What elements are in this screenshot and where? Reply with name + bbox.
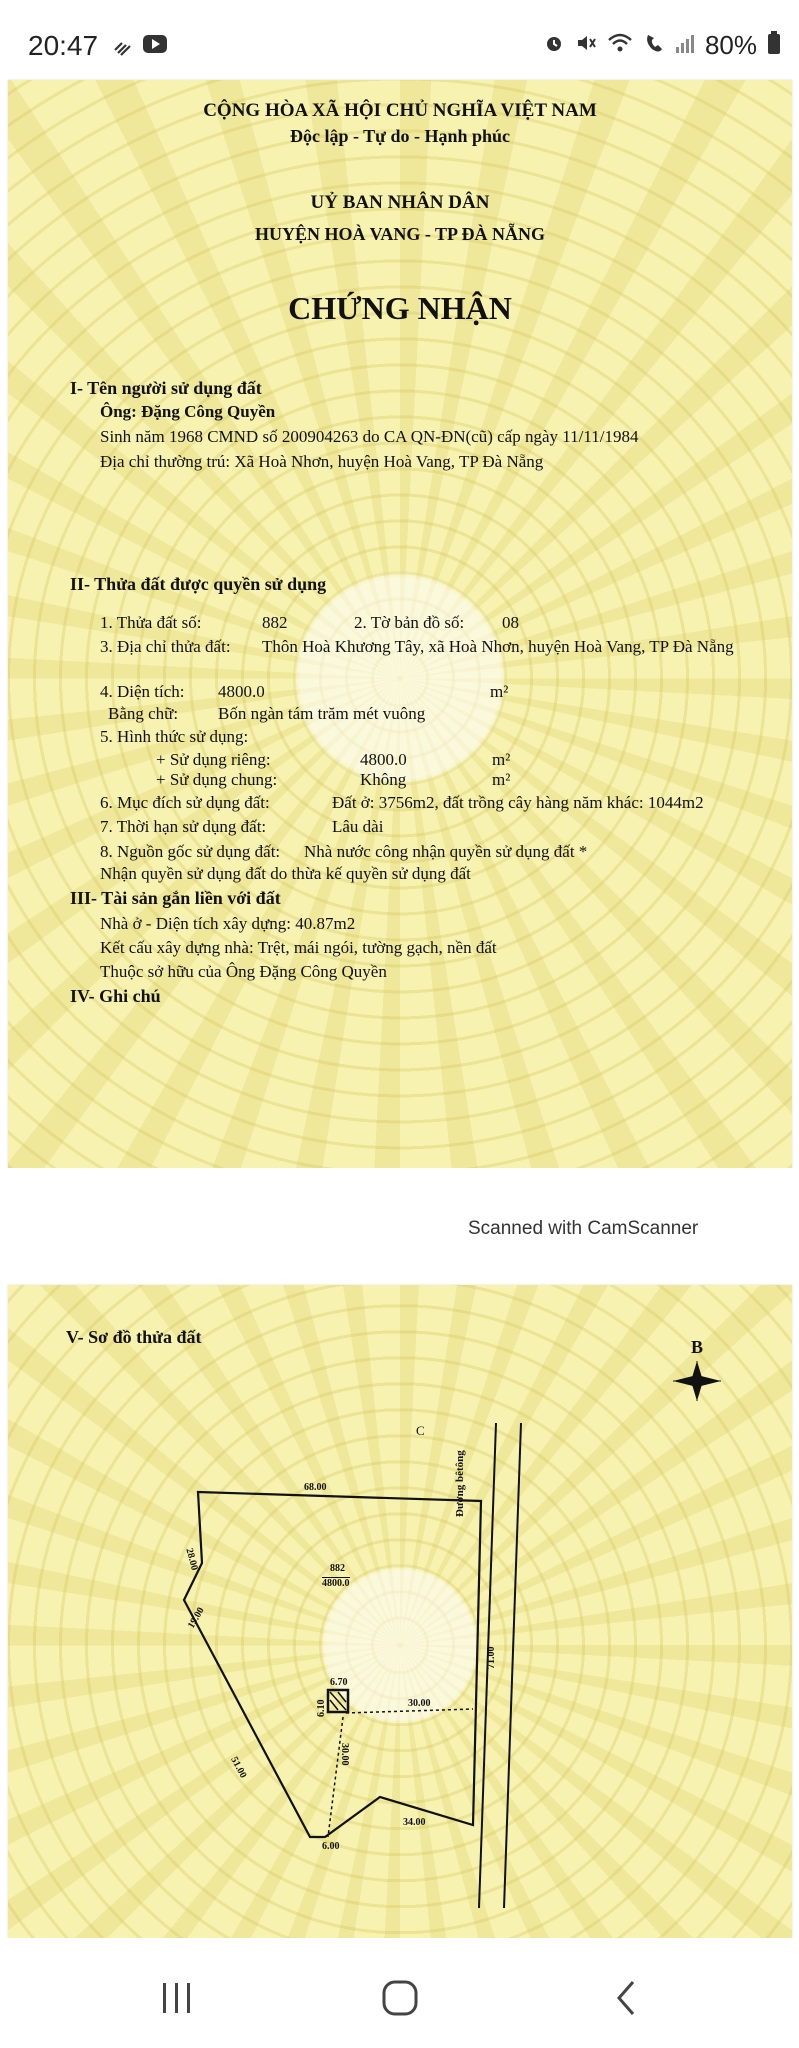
- road-line-right: [504, 1423, 521, 1908]
- battery-percent: 80%: [704, 30, 757, 60]
- section-4-heading: IV- Ghi chú: [70, 986, 161, 1006]
- plot-diagram: [8, 1285, 792, 1940]
- house-info: Nhà ở - Diện tích xây dựng: 40.87m2: [100, 914, 356, 933]
- parcel-area: 4800.0: [322, 1578, 350, 1589]
- location-value: Thôn Hoà Khương Tây, xã Hoà Nhơn, huyện Hoà Vang, TP Đà Nẵng: [262, 637, 734, 656]
- private-use-unit: m²: [492, 750, 511, 769]
- back-icon: [611, 1979, 641, 2017]
- call-forward-icon: [112, 34, 134, 62]
- youtube-icon: [142, 34, 168, 62]
- origin-note: Nhận quyền sử dụng đất do thừa kế quyền sử dụng đất: [100, 864, 471, 883]
- parcel-number: 882: [330, 1563, 345, 1574]
- house-ownership: Thuộc sở hữu của Ông Đặng Công Quyền: [100, 962, 387, 981]
- area-unit: m²: [490, 682, 509, 701]
- parcel-boundary: [184, 1492, 481, 1837]
- north-arrow-icon: [673, 1361, 721, 1401]
- mute-icon: [575, 32, 597, 60]
- owner-address: Địa chỉ thường trú: Xã Hoà Nhơn, huyện Hoà Vang, TP Đà Nẵng: [100, 452, 544, 471]
- purpose-label: 6. Mục đích sử dụng đất:: [100, 793, 270, 812]
- owner-birth-id: Sinh năm 1968 CMND số 200904263 do CA QN-ĐN(cũ) cấp ngày 11/11/1984: [100, 427, 639, 446]
- national-header: CỘNG HÒA XÃ HỘI CHỦ NGHĨA VIỆT NAM: [203, 100, 597, 121]
- edge-bottom-left: 6.00: [322, 1841, 340, 1852]
- shared-use-label: + Sử dụng chung:: [156, 770, 278, 789]
- owner-name: Ông: Đặng Công Quyền: [100, 402, 276, 421]
- home-icon: [381, 1979, 419, 2017]
- parcel-label: 1. Thửa đất số:: [100, 613, 202, 632]
- back-button[interactable]: [596, 1968, 656, 2028]
- origin-value: Nhà nước công nhận quyền sử dụng đất *: [304, 842, 588, 861]
- edge-lower-left: 51.00: [228, 1755, 249, 1781]
- edge-right: 71.00: [486, 1646, 497, 1669]
- origin-label: 8. Nguồn gốc sử dụng đất:: [100, 842, 281, 861]
- status-time: 20:47: [28, 30, 99, 61]
- edge-mid-left: 19.00: [186, 1605, 207, 1631]
- national-motto: Độc lập - Tự do - Hạnh phúc: [289, 126, 511, 146]
- section-3-heading: III- Tài sản gắn liền với đất: [70, 888, 281, 908]
- term-value: Lâu dài: [332, 817, 384, 836]
- house-width: 6.70: [330, 1677, 348, 1688]
- house-hatch: [330, 1692, 346, 1710]
- private-use-label: + Sử dụng riêng:: [156, 750, 271, 769]
- authority-district: HUYỆN HOÀ VANG - TP ĐÀ NẴNG: [254, 224, 546, 244]
- home-button[interactable]: [370, 1968, 430, 2028]
- plot-page: [8, 1285, 792, 1940]
- shared-use-value: Không: [360, 770, 407, 789]
- wifi-icon: [607, 32, 633, 60]
- in-words-value: Bốn ngàn tám trăm mét vuông: [218, 704, 426, 723]
- edge-upper-left: 28.00: [183, 1547, 200, 1572]
- status-bar: [0, 0, 799, 78]
- house-structure: Kết cấu xây dựng nhà: Trệt, mái ngói, tường gạch, nền đất: [100, 938, 497, 957]
- area-label: 4. Diện tích:: [100, 682, 185, 701]
- section-1-heading: I- Tên người sử dụng đất: [70, 378, 262, 398]
- section-2-heading: II- Thửa đất được quyền sử dụng: [70, 574, 327, 594]
- map-value: 08: [502, 613, 519, 632]
- scanner-footer: [8, 1168, 792, 1264]
- purpose-value: Đất ở: 3756m2, đất trồng cây hàng năm khác: 1044m2: [332, 793, 704, 812]
- term-label: 7. Thời hạn sử dụng đất:: [100, 817, 267, 836]
- recent-apps-button[interactable]: [147, 1968, 207, 2028]
- edge-top: 68.00: [304, 1482, 327, 1493]
- usage-form-label: 5. Hình thức sử dụng:: [100, 727, 249, 746]
- edge-bottom-right: 34.00: [403, 1817, 426, 1828]
- inner-line-vertical: [328, 1717, 343, 1837]
- in-words-label: Bằng chữ:: [108, 704, 179, 723]
- inner-horizontal-distance: 30.00: [408, 1698, 431, 1709]
- plot-heading: V- Sơ đồ thửa đất: [66, 1327, 202, 1347]
- parcel-value: 882: [262, 613, 288, 632]
- house-depth: 6.10: [316, 1699, 327, 1717]
- authority-name: UỶ BAN NHÂN DÂN: [310, 192, 490, 213]
- scanner-watermark: Scanned with CamScanner: [468, 1218, 699, 1239]
- battery-icon: [767, 31, 781, 61]
- inner-vertical-distance: 30.00: [339, 1743, 350, 1766]
- area-value: 4800.0: [218, 682, 265, 701]
- certificate-page: [8, 80, 792, 1168]
- volte-icon: [643, 32, 665, 60]
- shared-use-unit: m²: [492, 770, 511, 789]
- inner-line-horizontal: [346, 1709, 473, 1713]
- north-label: B: [691, 1337, 704, 1357]
- signal-icon: [675, 32, 695, 60]
- small-mark: C: [416, 1423, 425, 1438]
- location-label: 3. Địa chỉ thửa đất:: [100, 637, 231, 656]
- private-use-value: 4800.0: [360, 750, 407, 769]
- alarm-icon: [543, 32, 565, 60]
- recent-apps-icon: [157, 1981, 197, 2015]
- road-label: Đường bêtông: [454, 1450, 466, 1517]
- page-title: CHỨNG NHẬN: [288, 290, 512, 326]
- map-label: 2. Tờ bản đồ số:: [354, 613, 465, 632]
